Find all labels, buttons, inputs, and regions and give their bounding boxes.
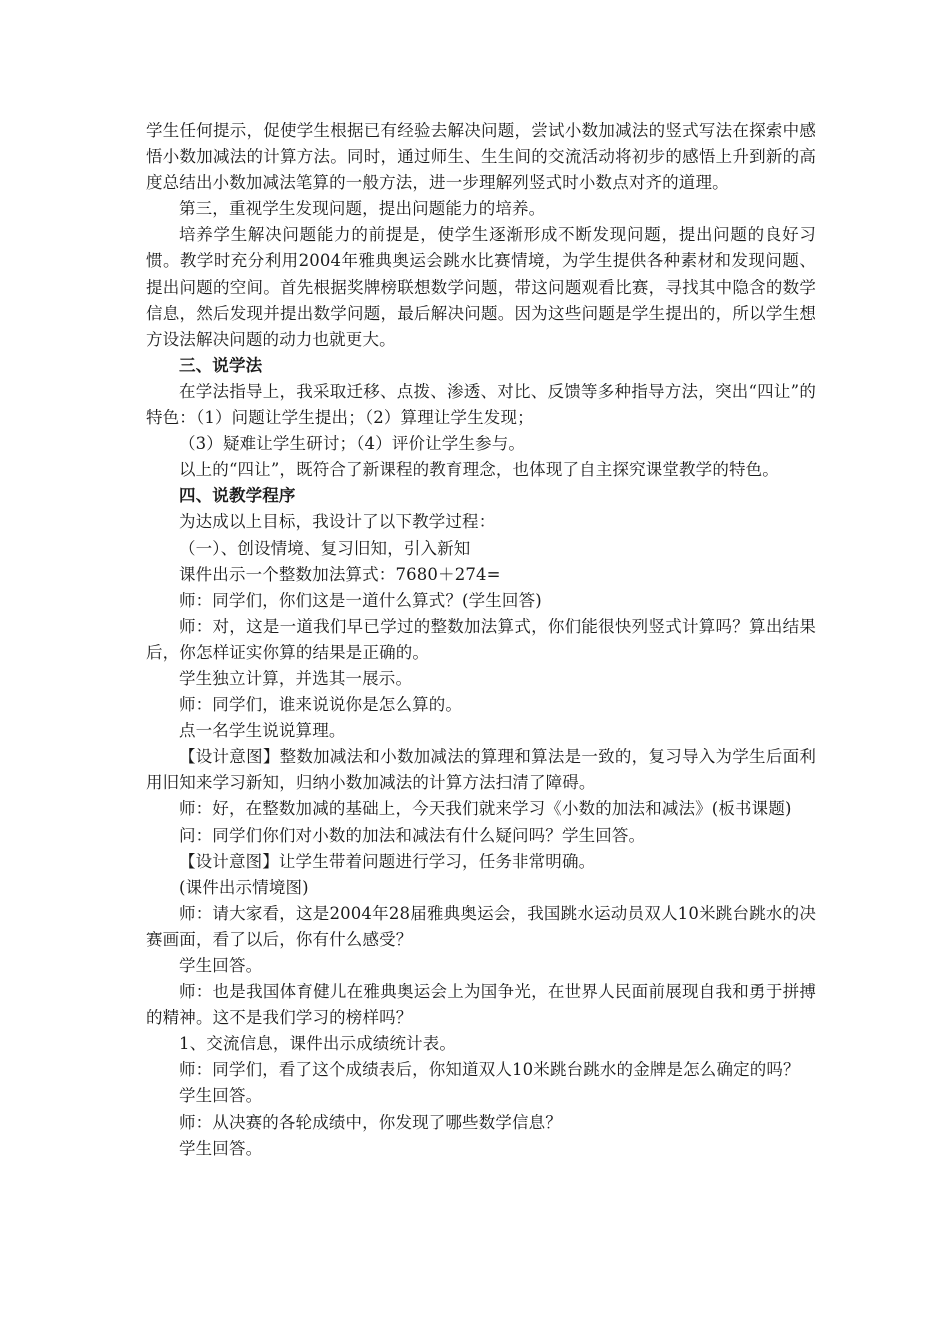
design-intent-paragraph: 【设计意图】让学生带着问题进行学习，任务非常明确。 xyxy=(179,851,596,871)
paragraph: 学生任何提示，促使学生根据已有经验去解决问题，尝试小数加减法的竖式写法在探索中感悟小数加减法的计算方法。同时，通过师生、生生间的交流活动将初步的感悟上升到新的高度总结出小数加减法笔算的一般方法，进一步理解列竖式时小数点对齐的道理。 xyxy=(146,121,816,193)
paragraph: 学生回答。 xyxy=(179,1138,263,1158)
document-page xyxy=(146,118,816,1162)
paragraph: 学生回答。 xyxy=(179,1086,263,1106)
paragraph: 师：同学们，看了这个成绩表后，你知道双人10米跳台跳水的金牌是怎么确定的吗？ xyxy=(179,1060,800,1080)
paragraph: 课件出示一个整数加法算式：7680＋274= xyxy=(179,564,501,584)
paragraph: 1、交流信息，课件出示成绩统计表。 xyxy=(179,1034,457,1054)
paragraph: 师：对，这是一道我们早已学过的整数加法算式，你们能很快列竖式计算吗？算出结果后，你怎样证实你算的结果是正确的。 xyxy=(146,616,816,662)
design-intent-paragraph: 【设计意图】整数加减法和小数加减法的算理和算法是一致的，复习导入为学生后面利用旧知来学习新知，归纳小数加减法的计算方法扫清了障碍。 xyxy=(146,747,816,793)
paragraph: 以上的“四让”，既符合了新课程的教育理念，也体现了自主探究课堂教学的特色。 xyxy=(179,460,779,480)
paragraph: 在学法指导上，我采取迁移、点拨、渗透、对比、反馈等多种指导方法，突出“四让”的特色：（1）问题让学生提出；（2）算理让学生发现； xyxy=(146,381,816,428)
paragraph: （3）疑难让学生研讨；（4）评价让学生参与。 xyxy=(179,434,526,454)
paragraph: 师：好，在整数加减的基础上，今天我们就来学习《小数的加法和减法》(板书课题) xyxy=(179,799,792,819)
paragraph: (课件出示情境图) xyxy=(179,877,309,897)
paragraph: 问：同学们你们对小数的加法和减法有什么疑问吗？学生回答。 xyxy=(179,825,646,845)
paragraph: 师：同学们，你们这是一道什么算式？(学生回答) xyxy=(179,590,542,610)
paragraph: 为达成以上目标，我设计了以下教学过程： xyxy=(179,512,496,532)
paragraph: 学生回答。 xyxy=(179,956,263,975)
paragraph: 学生独立计算，并选其一展示。 xyxy=(179,668,413,688)
paragraph: 培养学生解决问题能力的前提是，使学生逐渐形成不断发现问题，提出问题的良好习惯。教学时充分利用2004年雅典奥运会跳水比赛情境，为学生提供各种素材和发现问题、提出问题的空间。首先根据奖牌榜联想数学问题，带这问题观看比赛，寻找其中隐含的数学信息，然后发现并提出数学问题，最后解决问题。因为这些问题是学生提出的，所以学生想方设法解决问题的动力也就更大。 xyxy=(146,225,816,349)
paragraph: 师：同学们，谁来说说你是怎么算的。 xyxy=(179,695,463,715)
paragraph: 师：从决赛的各轮成绩中，你发现了哪些数学信息？ xyxy=(179,1112,562,1132)
paragraph: 点一名学生说说算理。 xyxy=(179,721,346,741)
section-heading: 三、说学法 xyxy=(179,355,263,375)
section-heading: 四、说教学程序 xyxy=(179,486,296,506)
paragraph: （一）、创设情境、复习旧知，引入新知 xyxy=(179,538,471,558)
paragraph: 师：也是我国体育健儿在雅典奥运会上为国争光，在世界人民面前展现自我和勇于拼搏的精神。这不是我们学习的榜样吗？ xyxy=(146,982,816,1028)
paragraph: 师：请大家看，这是2004年28届雅典奥运会，我国跳水运动员双人10米跳台跳水的决赛画面，看了以后，你有什么感受？ xyxy=(146,903,816,949)
paragraph: 第三，重视学生发现问题，提出问题能力的培养。 xyxy=(179,199,546,219)
